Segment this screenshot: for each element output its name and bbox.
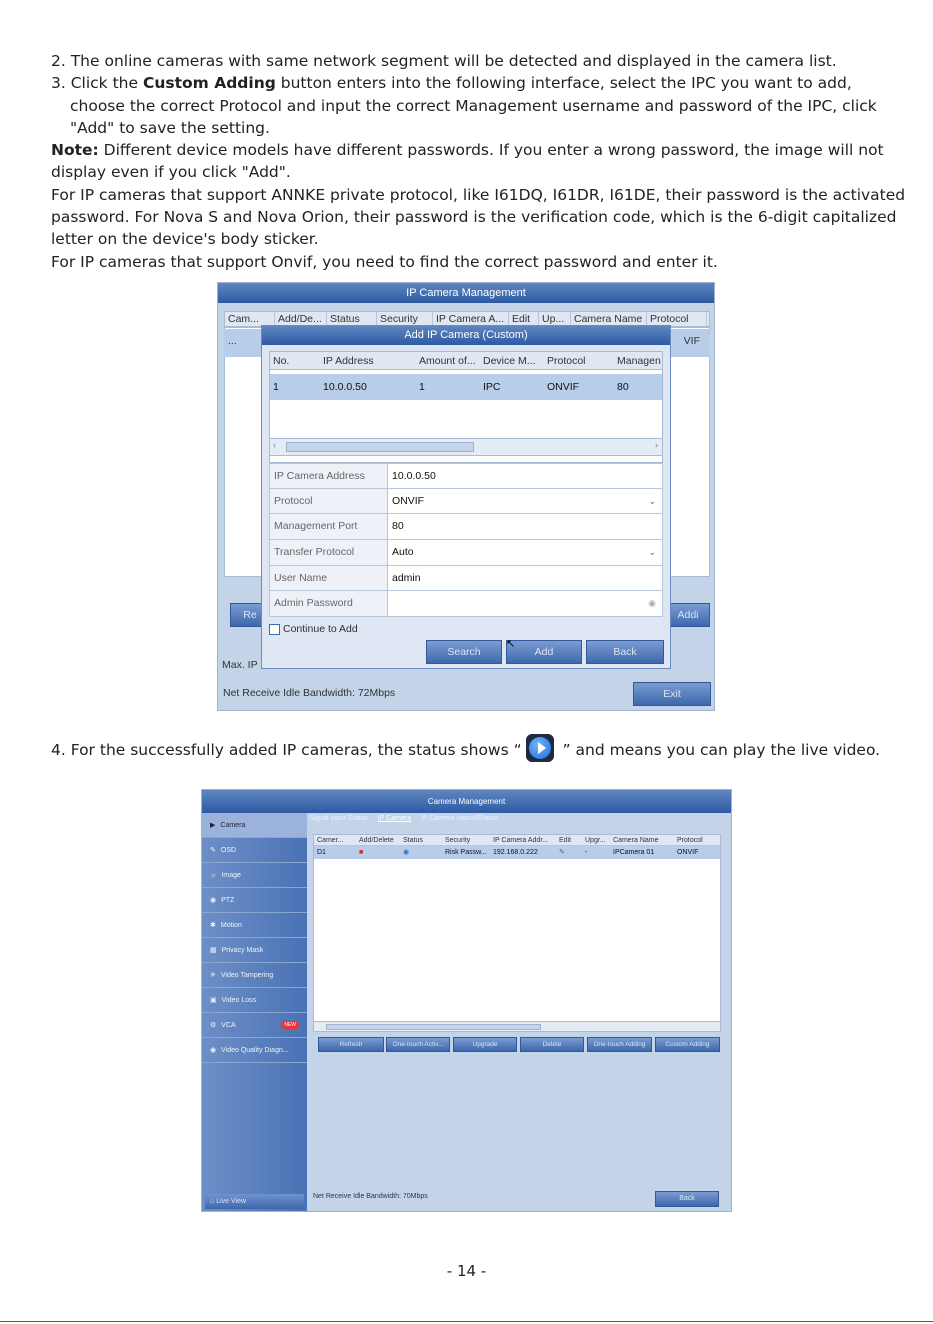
col-header[interactable]: Managen (617, 355, 661, 367)
custom-adding-button[interactable]: Custom Adding (655, 1037, 720, 1052)
tab-bar (309, 815, 498, 822)
add-ip-camera-dialog (261, 325, 671, 669)
step-3-line-2: choose the correct Protocol and input the correct Management username and password of the IPC, click (70, 96, 877, 115)
video-loss-icon: ▣ (210, 996, 217, 1004)
delete-button[interactable]: Delete (520, 1037, 584, 1052)
tab-signal-input[interactable]: Signal Input Status (309, 815, 368, 822)
delete-icon[interactable]: ■ (359, 849, 364, 856)
form-row-transfer (269, 540, 663, 566)
col-header[interactable]: Protocol (547, 355, 586, 367)
scroll-left-icon[interactable]: ‹ (273, 440, 276, 450)
bg-row-first: ... (228, 335, 237, 347)
col-header[interactable]: Camera Name (613, 837, 659, 844)
scroll-right-icon[interactable]: › (655, 440, 658, 450)
sidebar-label: Camera (220, 821, 246, 829)
window-title: Camera Management (202, 790, 731, 813)
step-3-prefix: 3. Click the (51, 74, 143, 93)
annke-password-info: For IP cameras that support ANNKE private protocol, like I61DQ, I61DR, I61DE, their password is the activated password. For Nova S and Nova Orion, their password is the verification code, which is the 6-digit capitalized letter on the device's body sticker. (51, 185, 906, 249)
custom-adding-term: Custom Adding (142, 74, 276, 93)
bg-col[interactable]: Add/De... (275, 312, 327, 326)
password-label: Admin Password (270, 591, 388, 616)
transfer-select[interactable] (388, 540, 662, 565)
quality-icon: ◉ (210, 1046, 217, 1054)
sidebar-label: Image (221, 871, 241, 879)
note (51, 139, 911, 184)
col-header[interactable]: Camer... (317, 837, 344, 844)
chevron-down-icon[interactable]: ⌄ (648, 547, 656, 558)
step-4 (51, 739, 911, 762)
one-touch-adding-button[interactable]: One-touch Adding (587, 1037, 652, 1052)
username-input[interactable]: admin (392, 571, 421, 584)
bg-col[interactable]: Protocol (647, 312, 707, 326)
search-button[interactable]: Search (426, 640, 502, 664)
dialog-title: Add IP Camera (Custom) (262, 326, 670, 345)
sidebar-label: Privacy Mask (221, 946, 264, 954)
upgrade-button[interactable]: Upgrade (453, 1037, 517, 1052)
cell: D1 (317, 849, 326, 856)
bandwidth-label: Net Receive Idle Bandwidth: 72Mbps (223, 687, 396, 699)
device-table-header (270, 352, 662, 370)
chevron-down-icon[interactable]: ⌄ (648, 495, 656, 506)
live-view-button[interactable] (205, 1194, 304, 1209)
col-header[interactable]: No. (273, 355, 290, 367)
cell: IPCamera 01 (613, 849, 655, 856)
col-header[interactable]: IP Camera Addr... (493, 837, 549, 844)
password-input[interactable] (388, 591, 662, 616)
sidebar-item-video-tampering[interactable] (202, 963, 307, 988)
sidebar-label: PTZ (221, 896, 235, 904)
eye-icon[interactable]: ◉ (648, 598, 656, 609)
horizontal-scrollbar[interactable] (313, 1021, 721, 1032)
continue-label: Continue to Add (283, 623, 358, 635)
sidebar-label: Video Loss (221, 996, 257, 1004)
scroll-thumb[interactable] (326, 1024, 541, 1030)
table-row[interactable] (314, 846, 720, 859)
mouse-cursor-icon: ↖ (506, 638, 516, 650)
col-header[interactable]: Edit (559, 837, 572, 844)
bg-col[interactable]: IP Camera A... (433, 312, 509, 326)
transfer-value: Auto (392, 546, 414, 559)
sidebar-label: OSD (220, 846, 237, 854)
cell: Risk Passw... (445, 849, 487, 856)
port-label: Management Port (270, 514, 388, 539)
step-3-line-3: "Add" to save the setting. (70, 118, 270, 137)
sidebar-label: Video Quality Diagn... (221, 1046, 289, 1054)
scroll-thumb[interactable] (286, 442, 474, 452)
continue-checkbox[interactable] (269, 624, 280, 635)
sidebar-item-motion[interactable] (202, 913, 307, 938)
image-icon: ☼ (210, 871, 217, 879)
camera-list (313, 834, 721, 1030)
sidebar-item-video-quality[interactable] (202, 1038, 307, 1063)
sidebar-label: Motion (220, 921, 242, 929)
form-row-password (269, 591, 663, 617)
bg-col[interactable]: Security (377, 312, 433, 326)
tab-import-export[interactable]: IP Camera Import/Export (421, 815, 499, 822)
form-row-ip-address (269, 463, 663, 489)
new-badge: NEW (281, 1021, 299, 1029)
bg-col[interactable]: Cam... (225, 312, 275, 326)
add-button[interactable]: Add (506, 640, 582, 664)
col-header[interactable]: Security (445, 837, 471, 844)
ptz-icon: ◉ (210, 896, 217, 904)
sidebar-label: Video Tampering (220, 971, 274, 979)
ip-address-input[interactable]: 10.0.0.50 (392, 470, 436, 482)
tab-ip-camera[interactable]: IP Camera (377, 815, 412, 822)
table-row[interactable] (270, 374, 662, 400)
bg-col[interactable]: Up... (539, 312, 571, 326)
play-icon (526, 734, 554, 762)
refresh-button[interactable]: Refresh (318, 1037, 384, 1052)
sidebar-item-video-loss[interactable] (202, 988, 307, 1013)
tampering-icon: ✳ (210, 971, 216, 979)
cell: 1 (273, 381, 279, 393)
protocol-label: Protocol (270, 489, 388, 514)
cell: - (585, 849, 588, 856)
step-4-prefix: 4. For the successfully added IP cameras, the status shows “ (51, 741, 522, 759)
transfer-label: Transfer Protocol (270, 540, 388, 565)
protocol-value: ONVIF (392, 494, 425, 507)
col-header[interactable]: Protocol (677, 837, 703, 844)
protocol-select[interactable] (388, 489, 662, 514)
camera-icon: ▶ (210, 821, 216, 829)
port-input[interactable]: 80 (392, 520, 404, 533)
page-number: - 14 - (446, 1262, 487, 1280)
step-3-suffix: button enters into the following interface, select the IPC you want to add, (275, 74, 852, 93)
bg-col[interactable]: Edit (509, 312, 539, 326)
camera-management-screenshot (201, 789, 732, 1212)
bg-row-last: VIF (683, 335, 700, 347)
form-row-username (269, 566, 663, 592)
refresh-button[interactable]: Re (230, 603, 270, 627)
sidebar-item-image[interactable] (202, 863, 307, 888)
col-header[interactable]: Device M... (483, 355, 536, 367)
motion-icon: ✱ (210, 921, 216, 929)
play-status-icon[interactable]: ◉ (403, 849, 410, 856)
sidebar-label: VCA (221, 1021, 236, 1029)
instructions (51, 50, 911, 273)
cell: ONVIF (677, 849, 699, 856)
back-button[interactable]: Back (586, 640, 664, 664)
osd-icon: ✎ (210, 846, 216, 854)
form-row-protocol (269, 489, 663, 515)
home-icon: ⌂ (210, 1198, 215, 1205)
onvif-password-info: For IP cameras that support Onvif, you need to find the correct password and enter it. (51, 252, 718, 271)
bg-col[interactable]: Status (327, 312, 377, 326)
cell: IPC (483, 381, 501, 393)
cell: 1 (419, 381, 425, 393)
col-header[interactable]: Status (403, 837, 423, 844)
sidebar-item-privacy-mask[interactable] (202, 938, 307, 963)
step-4-suffix: ” and means you can play the live video. (557, 741, 881, 759)
horizontal-scrollbar[interactable] (269, 438, 663, 456)
one-touch-activate-button[interactable]: One-touch Activ... (386, 1037, 450, 1052)
col-header[interactable]: Add/Delete (359, 837, 394, 844)
cell: ONVIF (547, 381, 580, 393)
camera-list-header (314, 835, 720, 846)
vca-icon: ⚙ (210, 1021, 217, 1029)
ip-camera-management-screenshot (217, 282, 715, 711)
ip-address-label: IP Camera Address (270, 464, 388, 488)
live-view-label: Live View (216, 1198, 247, 1205)
cell: 80 (617, 381, 629, 393)
camera-form (269, 463, 663, 617)
col-header[interactable]: IP Address (323, 355, 374, 367)
note-text: Different device models have different passwords. If you enter a wrong password, the image will not display even if you click "Add". (51, 141, 884, 182)
bandwidth-label: Net Receive Idle Bandwidth: 70Mbps (313, 1193, 428, 1200)
step-3 (51, 72, 911, 94)
max-ip-label: Max. IP (222, 659, 258, 671)
sidebar-item-ptz[interactable] (202, 888, 307, 913)
sidebar-item-osd[interactable] (202, 838, 307, 863)
sidebar-item-vca[interactable] (202, 1013, 307, 1038)
custom-adding-button[interactable]: Addi (666, 603, 710, 627)
form-row-port (269, 514, 663, 540)
privacy-mask-icon: ▦ (210, 946, 217, 954)
col-header[interactable]: Upgr... (585, 837, 606, 844)
edit-icon[interactable]: ✎ (559, 849, 565, 856)
bottom-rule (0, 1321, 933, 1322)
back-button[interactable]: Back (655, 1191, 719, 1207)
cell: 192.168.0.222 (493, 849, 538, 856)
sidebar (202, 813, 307, 1211)
window-title: IP Camera Management (218, 283, 714, 303)
note-label: Note: (51, 141, 99, 160)
step-2: 2. The online cameras with same network segment will be detected and displayed in the camera list. (51, 52, 837, 70)
continue-checkbox-row[interactable] (269, 623, 358, 635)
username-label: User Name (270, 566, 388, 591)
exit-button[interactable]: Exit (633, 682, 711, 706)
sidebar-item-camera[interactable] (202, 813, 307, 838)
col-header[interactable]: Amount of... (419, 355, 476, 367)
bg-col[interactable]: Camera Name (571, 312, 647, 326)
cell: 10.0.0.50 (323, 381, 367, 393)
